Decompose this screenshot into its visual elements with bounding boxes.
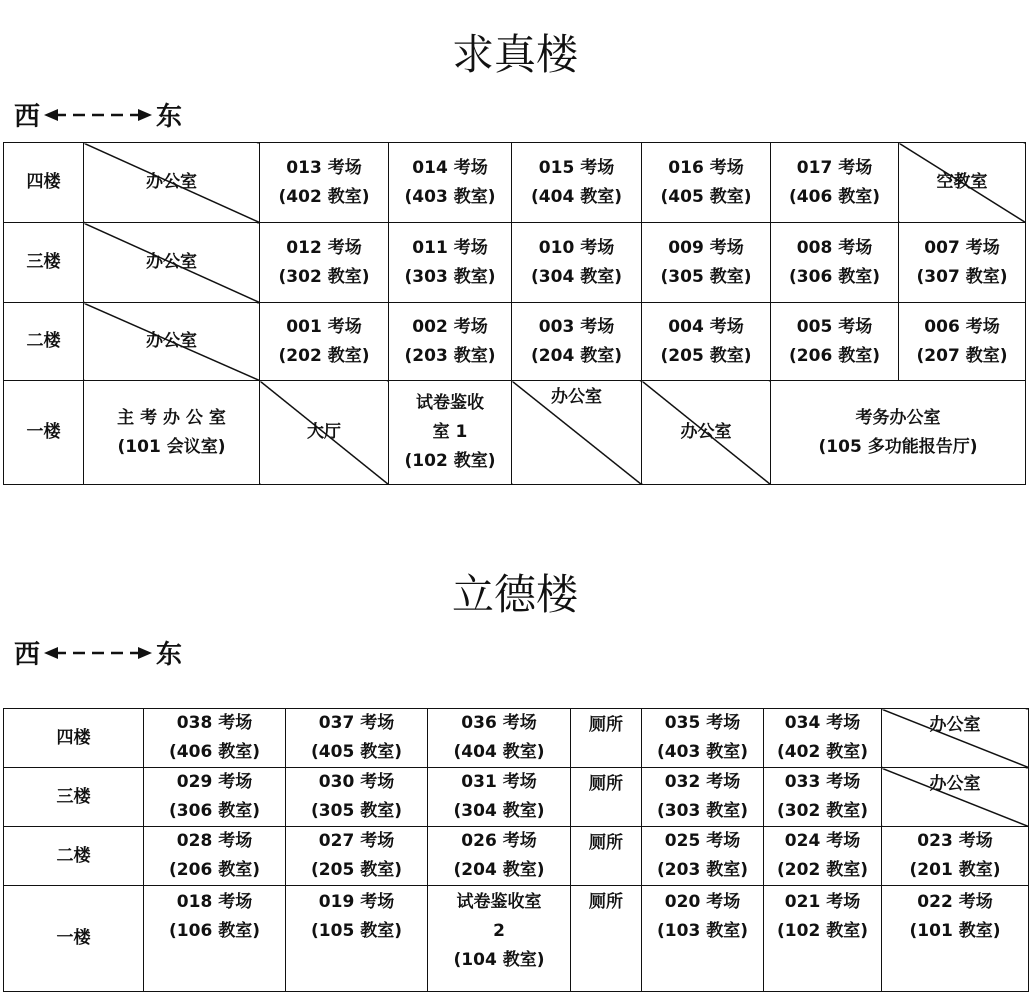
cell-text: 办公室 — [146, 331, 197, 351]
cell-text: 006 考场 — [924, 316, 1000, 337]
floor-row-4 — [4, 143, 1026, 223]
cell-text: (207 教室) — [916, 345, 1008, 366]
exam-room-cell — [144, 709, 286, 768]
cell-text: 009 考场 — [668, 237, 744, 258]
cell-text: 034 考场 — [784, 713, 861, 733]
exam-room-cell — [144, 886, 286, 992]
cell-text: (404 教室) — [453, 742, 545, 762]
cell-text: 026 考场 — [461, 831, 537, 851]
exam-room-cell — [771, 143, 899, 223]
cell-text: (102 教室) — [777, 921, 868, 941]
cell-text: (305 教室) — [660, 266, 752, 287]
exam-room-cell — [389, 223, 512, 303]
cell-text: 028 考场 — [176, 831, 253, 851]
cell-text: 016 考场 — [668, 157, 744, 178]
cell-text: (202 教室) — [278, 345, 370, 366]
exam-room-cell — [286, 709, 428, 768]
cell-text: (306 教室) — [789, 266, 880, 287]
cell-text: (307 教室) — [916, 266, 1008, 287]
exam-room-cell — [642, 303, 771, 381]
cell-text: (206 教室) — [789, 345, 880, 366]
west-label: 西 — [14, 102, 41, 132]
cell-text: 031 考场 — [461, 772, 537, 792]
cell-text: (406 教室) — [789, 186, 880, 207]
exam-affairs-office-cell — [771, 381, 1026, 485]
exam-room-cell — [899, 303, 1026, 381]
exam-room-cell — [260, 143, 389, 223]
cell-text: 002 考场 — [412, 316, 488, 337]
cell-text: 013 考场 — [286, 157, 362, 178]
cell-text: (404 教室) — [531, 186, 622, 207]
building2-table — [3, 708, 1029, 992]
floor-label: 四楼 — [4, 709, 144, 768]
office-cell — [84, 143, 260, 223]
cell-text: 033 考场 — [784, 772, 861, 792]
exam-room-cell — [428, 709, 571, 768]
east-label: 东 — [156, 102, 183, 132]
empty-room-cell — [899, 143, 1026, 223]
floor-row-2 — [4, 303, 1026, 381]
exam-room-cell — [642, 768, 764, 827]
cell-text: (403 教室) — [404, 186, 496, 207]
cell-text: 007 考场 — [924, 237, 1000, 258]
exam-room-cell — [642, 827, 764, 886]
office-cell — [84, 223, 260, 303]
cell-text: 036 考场 — [461, 713, 537, 733]
floor-row-3 — [4, 223, 1026, 303]
exam-room-cell — [642, 709, 764, 768]
double-arrow-icon — [44, 643, 152, 663]
cell-text: 032 考场 — [664, 772, 741, 792]
exam-room-cell — [389, 143, 512, 223]
cell-text: 020 考场 — [664, 892, 741, 912]
cell-text: 010 考场 — [538, 237, 615, 258]
cell-text: (201 教室) — [909, 860, 1001, 880]
cell-text: 011 考场 — [412, 237, 488, 258]
exam-room-cell — [512, 303, 642, 381]
chief-examiner-office-cell — [84, 381, 260, 485]
cell-text: (302 教室) — [278, 266, 370, 287]
cell-text: 试卷鉴收室 — [456, 892, 542, 912]
exam-room-cell — [771, 223, 899, 303]
cell-text: 029 考场 — [176, 772, 253, 792]
cell-text: 004 考场 — [668, 316, 744, 337]
exam-room-cell — [260, 223, 389, 303]
restroom-cell — [571, 768, 642, 827]
exam-room-cell — [144, 827, 286, 886]
building2-direction — [14, 634, 182, 671]
office-cell — [882, 709, 1029, 768]
floor-label: 三楼 — [4, 223, 84, 303]
floor-row-1 — [4, 886, 1029, 992]
cell-text: 018 考场 — [176, 892, 253, 912]
cell-text: 2 — [493, 921, 505, 941]
cell-text: (303 教室) — [657, 801, 748, 821]
cell-text: 办公室 — [929, 715, 981, 735]
exam-room-cell — [286, 768, 428, 827]
exam-room-cell — [389, 303, 512, 381]
cell-text: 办公室 — [146, 172, 197, 192]
exam-room-cell — [764, 886, 882, 992]
cell-text: 办公室 — [551, 387, 602, 407]
cell-text: (202 教室) — [777, 860, 868, 880]
cell-text: (204 教室) — [531, 345, 622, 366]
cell-text: 室 1 — [432, 422, 468, 442]
exam-room-cell — [512, 143, 642, 223]
double-arrow-icon — [44, 105, 152, 125]
cell-text: (304 教室) — [453, 801, 545, 821]
restroom-cell — [571, 709, 642, 768]
floor-label: 一楼 — [4, 886, 144, 992]
exam-room-cell — [642, 143, 771, 223]
floor-label: 三楼 — [4, 768, 144, 827]
cell-text: 办公室 — [146, 252, 197, 272]
exam-room-cell — [899, 223, 1026, 303]
cell-text: (105 多功能报告厅) — [818, 436, 978, 457]
cell-text: 主 考 办 公 室 — [117, 407, 226, 428]
building1-direction — [14, 96, 182, 133]
cell-text: 厕所 — [589, 833, 623, 853]
cell-text: 021 考场 — [784, 892, 861, 912]
cell-text: (205 教室) — [311, 860, 402, 880]
exam-room-cell — [771, 303, 899, 381]
building1-table — [3, 142, 1026, 485]
cell-text: 办公室 — [680, 422, 732, 442]
cell-text: 024 考场 — [784, 831, 861, 851]
cell-text: 025 考场 — [664, 831, 741, 851]
exam-room-cell — [428, 768, 571, 827]
east-label: 东 — [156, 640, 183, 670]
restroom-cell — [571, 886, 642, 992]
paper-receiving-room-cell — [428, 886, 571, 992]
exam-room-cell — [882, 886, 1029, 992]
cell-text: 大厅 — [307, 422, 341, 442]
building1-title: 求真楼 — [451, 30, 578, 79]
restroom-cell — [571, 827, 642, 886]
floor-label: 四楼 — [4, 143, 84, 223]
cell-text: 012 考场 — [286, 237, 362, 258]
cell-text: 厕所 — [589, 715, 623, 735]
exam-room-cell — [642, 223, 771, 303]
cell-text: (305 教室) — [311, 801, 402, 821]
cell-text: 038 考场 — [176, 713, 253, 733]
cell-text: 019 考场 — [318, 892, 395, 912]
cell-text: 014 考场 — [412, 157, 488, 178]
cell-text: (205 教室) — [660, 345, 752, 366]
cell-text: (402 教室) — [777, 742, 868, 762]
cell-text: (102 教室) — [404, 451, 496, 471]
cell-text: 空教室 — [936, 172, 988, 192]
cell-text: 008 考场 — [796, 237, 873, 258]
cell-text: (103 教室) — [657, 921, 748, 941]
cell-text: 001 考场 — [286, 316, 362, 337]
west-label: 西 — [14, 640, 41, 670]
cell-text: (105 教室) — [311, 921, 402, 941]
cell-text: (306 教室) — [169, 801, 260, 821]
exam-room-cell — [286, 827, 428, 886]
cell-text: 试卷鉴收 — [416, 393, 484, 413]
cell-text: (104 教室) — [453, 950, 545, 970]
cell-text: (405 教室) — [660, 186, 752, 207]
floor-label: 一楼 — [4, 381, 84, 485]
cell-text: 037 考场 — [318, 713, 395, 733]
office-cell — [642, 381, 771, 485]
floor-row-2 — [4, 827, 1029, 886]
exam-room-cell — [144, 768, 286, 827]
exam-room-cell — [286, 886, 428, 992]
lobby-cell — [260, 381, 389, 485]
cell-text: (405 教室) — [311, 742, 402, 762]
cell-text: 015 考场 — [538, 157, 615, 178]
cell-text: (406 教室) — [169, 742, 260, 762]
cell-text: 办公室 — [929, 774, 981, 794]
cell-text: (304 教室) — [531, 266, 622, 287]
cell-text: 厕所 — [589, 892, 623, 912]
floor-label: 二楼 — [4, 827, 144, 886]
floor-row-1 — [4, 381, 1026, 485]
cell-text: (106 教室) — [169, 921, 260, 941]
cell-text: 035 考场 — [664, 713, 741, 733]
exam-room-cell — [512, 223, 642, 303]
exam-room-cell — [764, 768, 882, 827]
exam-room-cell — [764, 827, 882, 886]
cell-text: (403 教室) — [657, 742, 748, 762]
cell-text: 考务办公室 — [855, 407, 941, 428]
cell-text: (204 教室) — [453, 860, 545, 880]
cell-text: (402 教室) — [278, 186, 370, 207]
office-cell — [512, 381, 642, 485]
exam-room-cell — [642, 886, 764, 992]
cell-text: (206 教室) — [169, 860, 260, 880]
exam-room-cell — [764, 709, 882, 768]
floor-row-3 — [4, 768, 1029, 827]
cell-text: 027 考场 — [318, 831, 395, 851]
exam-room-cell — [260, 303, 389, 381]
cell-text: 022 考场 — [917, 892, 993, 912]
cell-text: 005 考场 — [796, 316, 873, 337]
office-cell — [84, 303, 260, 381]
building2-title: 立德楼 — [451, 570, 578, 619]
cell-text: (203 教室) — [657, 860, 748, 880]
exam-room-cell — [882, 827, 1029, 886]
floor-row-4 — [4, 709, 1029, 768]
cell-text: (203 教室) — [404, 345, 496, 366]
cell-text: (302 教室) — [777, 801, 868, 821]
floor-label: 二楼 — [4, 303, 84, 381]
cell-text: 023 考场 — [917, 831, 993, 851]
cell-text: (101 会议室) — [117, 436, 226, 457]
cell-text: 003 考场 — [538, 316, 615, 337]
paper-receiving-room-cell — [389, 381, 512, 485]
cell-text: (303 教室) — [404, 266, 496, 287]
exam-room-cell — [428, 827, 571, 886]
cell-text: 017 考场 — [796, 157, 873, 178]
cell-text: 厕所 — [589, 774, 623, 794]
office-cell — [882, 768, 1029, 827]
cell-text: (101 教室) — [909, 921, 1001, 941]
cell-text: 030 考场 — [318, 772, 395, 792]
